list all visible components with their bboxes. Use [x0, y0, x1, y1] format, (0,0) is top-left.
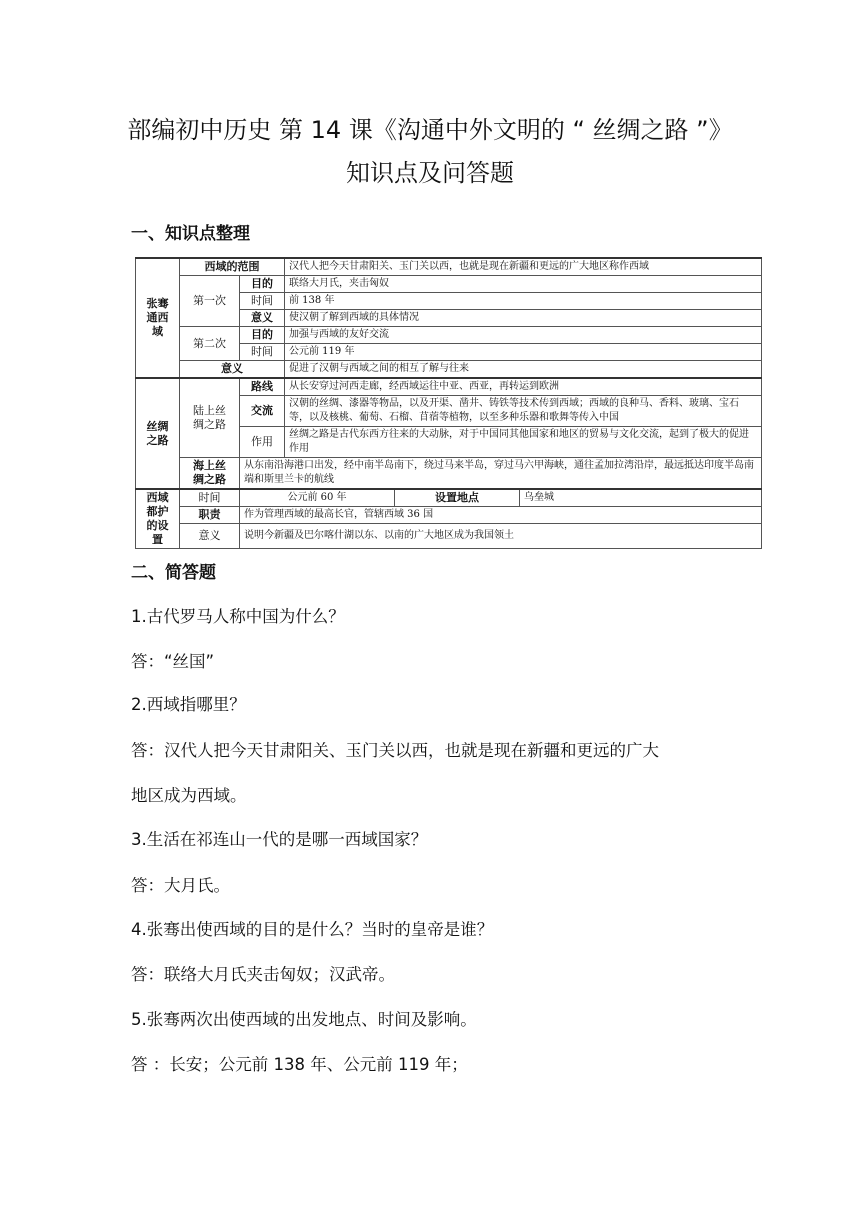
qa-line: 4.张骞出使西域的目的是什么？当时的皇帝是谁？	[131, 920, 494, 939]
qa-line: 答：联络大月氏夹击匈奴；汉武帝。	[131, 965, 395, 984]
silk-exchange-label: 交流	[240, 396, 285, 427]
qa-line: 答 ：长安；公元前 138 年、公元前 119 年；	[131, 1055, 468, 1074]
zq-second-time-label: 时间	[240, 344, 285, 361]
zq-first-purpose-text: 联络大月氏，夹击匈奴	[285, 276, 762, 293]
dh-time-text: 公元前 60 年	[240, 489, 395, 507]
silk-route-text: 从长安穿过河西走廊，经西域运往中亚、西亚，再转运到欧洲	[285, 378, 762, 396]
dh-meaning-text: 说明今新疆及巴尔喀什湖以东、以南的广大地区成为我国领土	[240, 524, 762, 549]
zq-first-time-text: 前 138 年	[285, 293, 762, 310]
zq-meaning-text: 促进了汉朝与西域之间的相互了解与往来	[285, 361, 762, 379]
qa-line: 1.古代罗马人称中国为什么？	[131, 607, 345, 626]
dh-duty-text: 作为管理西域的最高长官，管辖西域 36 国	[240, 507, 762, 524]
section-heading-qa: 二、简答题	[131, 563, 216, 583]
zq-second-label: 第二次	[180, 327, 240, 361]
silk-land-label: 陆上丝 绸之路	[180, 378, 240, 458]
zq-first-meaning-text: 使汉朝了解到西域的具体情况	[285, 310, 762, 327]
zq-first-purpose-label: 目的	[240, 276, 285, 293]
zq-second-purpose-text: 加强与西域的友好交流	[285, 327, 762, 344]
dh-place-text: 乌垒城	[520, 489, 762, 507]
qa-line: 2.西域指哪里？	[131, 695, 246, 714]
silk-role-label: 作用	[240, 427, 285, 458]
zq-label: 张骞 通西 域	[136, 258, 180, 378]
zq-first-meaning-label: 意义	[240, 310, 285, 327]
qa-line: 3.生活在祁连山一代的是哪一西域国家？	[131, 830, 428, 849]
zq-first-label: 第一次	[180, 276, 240, 327]
qa-line: 答：“丝国”	[131, 652, 215, 671]
document-title-line2: 知识点及问答题	[346, 159, 514, 187]
silk-sea-label: 海上丝 绸之路	[180, 458, 240, 490]
zq-scope-label: 西域的范围	[180, 258, 285, 276]
document-title-line1: 部编初中历史 第 14 课《沟通中外文明的 “ 丝绸之路 ”》	[127, 116, 733, 144]
qa-line: 答：汉代人把今天甘肃阳关、玉门关以西，也就是现在新疆和更远的广大	[131, 741, 659, 760]
section-heading-knowledge: 一、知识点整理	[131, 224, 250, 244]
dh-label: 西域 都护 的设 置	[136, 489, 180, 549]
dh-duty-label: 职责	[180, 507, 240, 524]
silk-exchange-text: 汉朝的丝绸、漆器等物品，以及开渠、凿井、铸铁等技术传到西域；西域的良种马、香料、玻璃、宝石等，以及核桃、葡萄、石榴、苜蓿等植物，以至多种乐器和歌舞等传入中国	[285, 396, 762, 427]
knowledge-table	[135, 257, 762, 549]
qa-line: 5.张骞两次出使西域的出发地点、时间及影响。	[131, 1010, 477, 1029]
zq-second-time-text: 公元前 119 年	[285, 344, 762, 361]
silk-sea-text: 从东南沿海港口出发，经中南半岛南下，绕过马来半岛，穿过马六甲海峡，通往孟加拉湾沿岸，最远抵达印度半岛南端和斯里兰卡的航线	[240, 458, 762, 490]
zq-scope-text: 汉代人把今天甘肃阳关、玉门关以西，也就是现在新疆和更远的广大地区称作西域	[285, 258, 762, 276]
silk-role-text: 丝绸之路是古代东西方往来的大动脉，对于中国同其他国家和地区的贸易与文化交流，起到了极大的促进作用	[285, 427, 762, 458]
silk-route-label: 路线	[240, 378, 285, 396]
qa-line: 地区成为西域。	[131, 786, 247, 805]
zq-first-time-label: 时间	[240, 293, 285, 310]
zq-second-purpose-label: 目的	[240, 327, 285, 344]
zq-meaning-label: 意义	[180, 361, 285, 379]
dh-time-label: 时间	[180, 489, 240, 507]
dh-place-label: 设置地点	[395, 489, 520, 507]
qa-line: 答：大月氏。	[131, 876, 230, 895]
silk-label: 丝绸 之路	[136, 378, 180, 489]
dh-meaning-label: 意义	[180, 524, 240, 549]
